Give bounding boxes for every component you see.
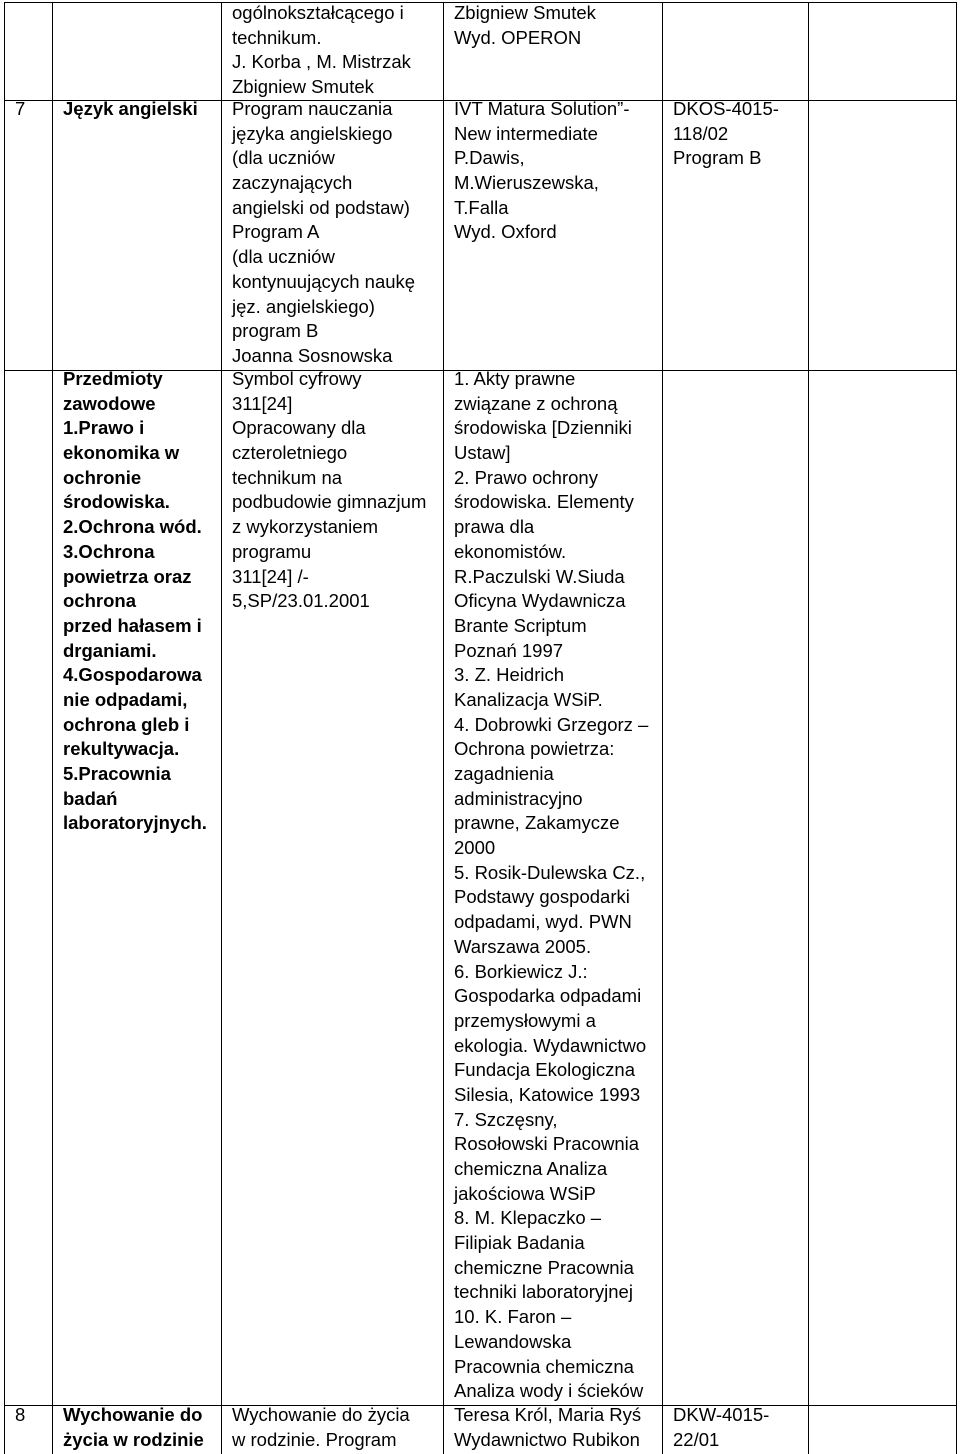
row-number: 7 [15,98,26,119]
curriculum-cell [222,3,443,100]
approval-number: DKW-4015- 22/01 [673,1404,770,1450]
textbook-cell [444,98,662,370]
textbook-text: Teresa Król, Maria Ryś Wydawnictwo Rubikon [454,1404,642,1450]
textbook-text: 1. Akty prawne związane z ochroną środowiska [Dzienniki Ustaw] 2. Prawo ochrony środowiska. Elementy prawa dla ekonomistów. R.Paczulski W.Siuda Oficyna Wydawnicza Brante Scriptum Poznań 1997 3. Z. Heidrich Kanalizacja WSiP. 4. Dobrowki Grzegorz – Ochrona powietrza: zagadnienia administracyjno prawne, Zakamycze 2000 5. Rosik-Dulewska Cz., Podstawy gospodarki odpadami, wyd. PWN Warszawa 2005. 6. Borkiewicz J.: Gospodarka odpadami przemysłowymi a ekologia. Wydawnictwo Fundacja Ekologiczna Silesia, Katowice 1993 7. Szczęsny, Rosołowski Pracownia chemiczna Analiza jakościowa WSiP 8. M. Klepaczko – Filipiak Badania chemiczne Pracownia techniki laboratoryjnej 10. K. Faron – Lewandowska Pracownia chemiczna Analiza wody i ścieków [454,368,649,1402]
number-cell [5,98,52,370]
approval-number-cell [663,98,808,370]
table-row [5,1406,956,1454]
column-6-cell [809,3,956,100]
number-cell [5,1406,52,1454]
column-6-cell [809,371,956,1405]
subject-cell [53,1406,221,1454]
textbook-text: IVT Matura Solution”- New intermediate P.Dawis, M.Wieruszewska, T.Falla Wyd. Oxford [454,98,630,243]
table-row [5,98,956,370]
curriculum-cell [222,1406,443,1454]
subject-name: Przedmioty zawodowe 1.Prawo i ekonomika w ochronie środowiska. 2.Ochrona wód. 3.Ochrona powietrza oraz ochrona przed hałasem i drganiami. 4.Gospodarowa nie odpadami, ochrona gleb i rekultywacja. 5.Pracownia badań laboratoryjnych. [63,368,207,834]
curriculum-text: Program nauczania języka angielskiego (dla uczniów zaczynających angielski od podstaw) Program A (dla uczniów kontynuujących naukę jęz. angielskiego) program B Joanna Sosnowska [232,98,416,366]
table-row [5,3,956,100]
row-number: 8 [15,1404,26,1425]
approval-number-cell [663,1406,808,1454]
textbook-cell [444,3,662,100]
column-6-cell [809,101,956,370]
approval-number-cell [663,3,808,100]
subject-cell [53,368,221,1405]
subject-cell [53,3,221,100]
number-cell [5,3,52,100]
approval-number: DKOS-4015- 118/02 Program B [673,98,779,169]
curriculum-cell [222,368,443,1405]
textbook-text: Zbigniew Smutek Wyd. OPERON [454,2,596,48]
approval-number-cell [663,371,808,1405]
subject-cell [53,98,221,370]
curriculum-table [4,2,957,1454]
column-6-cell [809,1406,956,1454]
table-row [5,368,956,1405]
textbook-cell [444,1406,662,1454]
subject-name: Język angielski [63,98,198,119]
curriculum-text: Symbol cyfrowy 311[24] Opracowany dla czteroletniego technikum na podbudowie gimnazjum z wykorzystaniem programu 311[24] /- 5,SP/23.01.2001 [232,368,427,612]
subject-name: Wychowanie do życia w rodzinie [63,1404,204,1450]
curriculum-cell [222,98,443,370]
textbook-cell [444,368,662,1405]
curriculum-text: ogólnokształcącego i technikum. J. Korba , M. Mistrzak Zbigniew Smutek [232,2,411,98]
number-cell [5,371,52,1405]
curriculum-text: Wychowanie do życia w rodzinie. Program [232,1404,410,1450]
